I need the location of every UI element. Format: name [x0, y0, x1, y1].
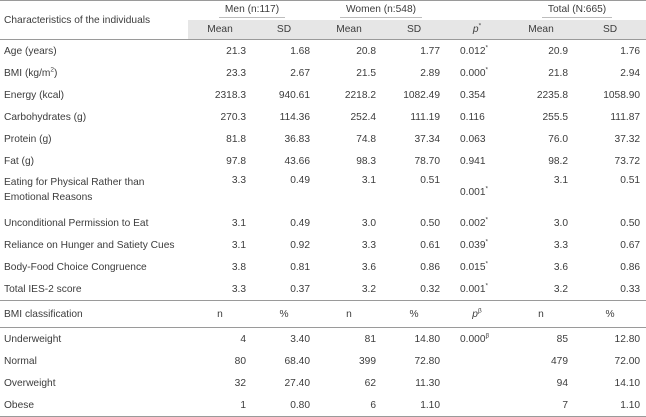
total-mean-cell: 3.6 [553, 261, 569, 273]
women-pct-cell: 72.80 [414, 355, 441, 367]
p-value-cell: 0.000* [460, 66, 489, 79]
total-sd-cell: 0.86 [620, 261, 641, 273]
row-label: Body-Food Choice Congruence [4, 261, 147, 273]
row-label: Fat (g) [4, 155, 35, 167]
p-value-cell: 0.354 [460, 89, 486, 101]
total-sd-cell: 73.72 [614, 155, 641, 167]
men-mean-cell: 81.8 [226, 133, 246, 145]
p-value-cell: 0.001* [460, 282, 489, 295]
men-sd-cell: 0.49 [290, 175, 311, 186]
total-n-cell: 7 [508, 394, 574, 417]
table-row [0, 256, 646, 278]
men-mean-cell: 3.1 [231, 239, 246, 251]
row-label: Energy (kcal) [4, 89, 65, 101]
bmi-p-value-cell [446, 372, 508, 394]
p-value-cell: 0.039* [460, 238, 489, 251]
women-sd-cell: 111.19 [410, 111, 441, 123]
women-mean-cell: 74.8 [356, 133, 377, 145]
men-sd-cell: 0.37 [290, 283, 311, 295]
women-pct-cell: 11.30 [415, 377, 441, 389]
total-n-cell: 85 [508, 328, 574, 351]
bmi-header-row [0, 301, 646, 328]
total-mean-cell: 21.8 [548, 67, 569, 79]
total-sd-cell: 0.33 [620, 283, 641, 295]
women-sd-cell: 1.77 [382, 40, 446, 63]
men-sd-cell: 0.92 [290, 239, 311, 251]
bmi-p-value-cell [446, 350, 508, 372]
women-sd-cell: 1082.49 [403, 89, 441, 101]
bmi-row-label: Underweight [0, 328, 188, 351]
women-mean-cell: 3.3 [361, 239, 377, 251]
bmi-row-label: Obese [0, 394, 188, 417]
table-row [0, 372, 646, 394]
group-p-spacer [446, 1, 508, 21]
total-mean-cell: 3.1 [553, 175, 569, 186]
p-value-cell: 0.001* [460, 185, 489, 198]
total-mean-cell: 255.5 [542, 111, 569, 123]
men-sd-cell: 1.68 [252, 40, 316, 63]
total-mean-header: Mean [508, 20, 574, 40]
men-pct-cell: 0.80 [252, 394, 316, 417]
men-pct-cell: 3.40 [252, 328, 316, 351]
total-sd-cell: 0.50 [620, 217, 641, 229]
total-mean-cell: 76.0 [548, 133, 569, 145]
total-n-cell: 479 [551, 355, 569, 367]
men-sd-cell: 43.66 [284, 155, 311, 167]
women-sd-cell: 0.32 [420, 283, 441, 295]
men-sd-header: SD [252, 20, 316, 40]
men-mean-cell: 3.3 [231, 175, 246, 186]
men-n-cell: 1 [188, 394, 252, 417]
men-sd-cell: 36.83 [284, 133, 311, 145]
women-sd-cell: 0.50 [420, 217, 441, 229]
row-label: Eating for Physical Rather than Emotional Reasons [4, 177, 145, 203]
women-pct-cell: 14.80 [382, 328, 446, 351]
men-mean-cell: 3.1 [231, 217, 246, 229]
total-sd-cell: 1.76 [574, 40, 646, 63]
women-sd-cell: 0.51 [420, 175, 441, 186]
table-row [0, 128, 646, 150]
total-pct-cell: 72.00 [614, 355, 641, 367]
group-women-label: Women (n:548) [340, 4, 422, 18]
women-n-cell: 62 [364, 377, 377, 389]
row-label: Total IES-2 score [4, 283, 82, 295]
table-row [0, 172, 646, 212]
men-sd-cell: 2.67 [290, 67, 311, 79]
group-men-label: Men (n:117) [219, 4, 285, 18]
men-n-cell: 80 [234, 355, 246, 367]
total-sd-cell: 1058.90 [603, 89, 641, 101]
men-mean-cell: 21.3 [188, 40, 252, 63]
women-sd-header: SD [382, 20, 446, 40]
women-mean-cell: 252.4 [350, 111, 377, 123]
women-mean-cell: 20.8 [316, 40, 382, 63]
men-n-header: n [188, 301, 252, 328]
men-pct-cell: 68.40 [284, 355, 311, 367]
total-mean-cell: 20.9 [508, 40, 574, 63]
men-n-cell: 32 [234, 377, 246, 389]
women-mean-cell: 98.3 [356, 155, 377, 167]
women-sd-cell: 2.89 [420, 67, 441, 79]
women-n-header: n [316, 301, 382, 328]
row-label: Carbohydrates (g) [4, 111, 87, 123]
women-sd-cell: 0.61 [420, 239, 441, 251]
p-header: p* [446, 20, 508, 40]
group-women [316, 1, 446, 21]
bmi-rows [0, 328, 646, 417]
men-mean-cell: 3.8 [231, 261, 246, 273]
men-mean-cell: 3.3 [231, 283, 246, 295]
bmi-p-value-cell: $0.000^\beta$ [446, 328, 508, 351]
p-value-cell: 0.063 [460, 133, 486, 145]
row-label: Reliance on Hunger and Satiety Cues [4, 239, 175, 251]
table-title: Characteristics of the individuals [0, 1, 188, 40]
total-mean-cell: 3.3 [553, 239, 569, 251]
bmi-row-label: Normal [4, 355, 37, 367]
men-sd-cell: 940.61 [278, 89, 311, 101]
women-mean-cell: 3.1 [361, 175, 377, 186]
total-sd-cell: 37.32 [614, 133, 641, 145]
women-pct-header: % [382, 301, 446, 328]
main-rows [0, 40, 646, 301]
table-row [0, 328, 646, 351]
p-value-cell: 0.015* [460, 260, 489, 273]
bmi-p-value-cell [446, 394, 508, 417]
total-n-header: n [508, 301, 574, 328]
row-label: Protein (g) [4, 133, 52, 145]
women-sd-cell: 37.34 [414, 133, 441, 145]
women-mean-cell: 3.0 [361, 217, 377, 229]
table-row [0, 212, 646, 234]
bmi-classification-label: BMI classification [0, 301, 188, 328]
total-pct-cell: 1.10 [574, 394, 646, 417]
men-mean-cell: 270.3 [220, 111, 246, 123]
women-sd-cell: 0.86 [420, 261, 441, 273]
table-row [0, 106, 646, 128]
table-row [0, 84, 646, 106]
total-n-cell: 94 [556, 377, 569, 389]
total-sd-cell: 2.94 [620, 67, 641, 79]
table-row [0, 278, 646, 301]
men-pct-cell: 27.40 [284, 377, 311, 389]
total-pct-cell: 14.10 [614, 377, 641, 389]
table-row [0, 350, 646, 372]
women-mean-cell: 2218.2 [344, 89, 377, 101]
p-value-cell: 0.012* [446, 40, 508, 63]
header-group-row [0, 1, 646, 21]
total-sd-header: SD [574, 20, 646, 40]
total-mean-cell: 3.2 [553, 283, 569, 295]
bmi-p-header: $p^\beta$ [446, 301, 508, 328]
men-n-cell: 4 [188, 328, 252, 351]
row-label: Unconditional Permission to Eat [4, 217, 149, 229]
men-mean-header: Mean [188, 20, 252, 40]
group-men [188, 1, 316, 21]
women-n-cell: 399 [359, 355, 377, 367]
row-label: Age (years) [0, 40, 188, 63]
women-n-cell: 6 [316, 394, 382, 417]
total-sd-cell: 0.51 [620, 175, 641, 186]
row-label: BMI $(kg/m^2)$ [4, 66, 58, 79]
women-n-cell: 81 [316, 328, 382, 351]
men-sd-cell: 114.36 [279, 111, 311, 123]
men-sd-cell: 0.49 [290, 217, 311, 229]
women-mean-cell: 21.5 [356, 67, 377, 79]
total-pct-header: % [574, 301, 646, 328]
total-pct-cell: 12.80 [574, 328, 646, 351]
women-sd-cell: 78.70 [414, 155, 441, 167]
table-row [0, 150, 646, 172]
table-row [0, 62, 646, 84]
women-mean-cell: 3.6 [361, 261, 377, 273]
table-row [0, 40, 646, 63]
total-mean-cell: 2235.8 [536, 89, 569, 101]
men-mean-cell: 23.3 [226, 67, 246, 79]
p-value-cell: 0.116 [460, 111, 485, 123]
total-sd-cell: 0.67 [620, 239, 641, 251]
bmi-row-label: Overweight [4, 377, 56, 389]
men-sd-cell: 0.81 [290, 261, 311, 273]
group-total-label: Total (N:665) [542, 4, 612, 18]
women-pct-cell: 1.10 [382, 394, 446, 417]
men-mean-cell: 97.8 [226, 155, 246, 167]
table-row [0, 234, 646, 256]
total-sd-cell: 111.87 [610, 111, 641, 123]
p-value-cell: 0.002* [460, 216, 489, 229]
women-mean-cell: 3.2 [361, 283, 377, 295]
table-row [0, 394, 646, 417]
p-value-cell: 0.941 [460, 155, 486, 167]
women-mean-header: Mean [316, 20, 382, 40]
men-mean-cell: 2318.3 [214, 89, 246, 101]
group-total [508, 1, 646, 21]
men-pct-header: % [252, 301, 316, 328]
total-mean-cell: 98.2 [548, 155, 569, 167]
total-mean-cell: 3.0 [553, 217, 569, 229]
